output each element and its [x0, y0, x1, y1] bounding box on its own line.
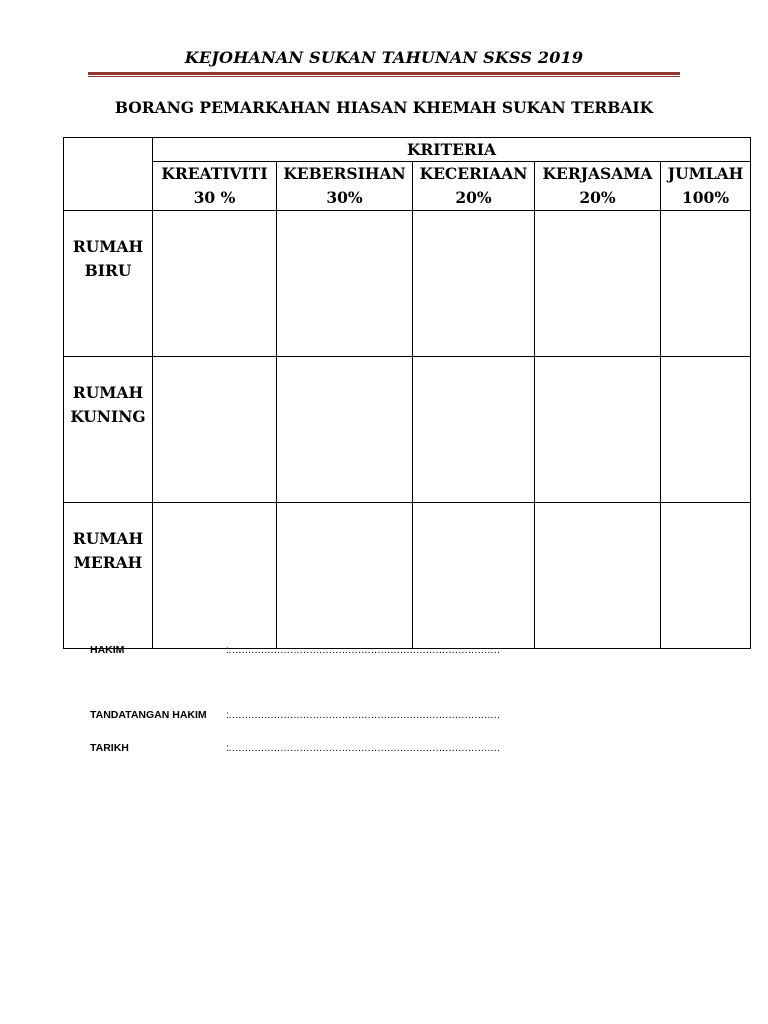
criteria-name: KEBERSIHAN [283, 164, 406, 183]
total-cell[interactable] [661, 357, 751, 503]
criteria-weight: 100% [681, 188, 730, 207]
row-label-line2: BIRU [84, 261, 132, 280]
score-cell[interactable] [153, 211, 277, 357]
criteria-name: KERJASAMA [542, 164, 653, 183]
score-cell[interactable] [277, 211, 413, 357]
criteria-weight: 30 % [193, 188, 236, 207]
score-cell[interactable] [277, 503, 413, 649]
score-cell[interactable] [535, 211, 661, 357]
score-cell[interactable] [413, 211, 535, 357]
row-label [64, 211, 153, 357]
criteria-name: JUMLAH [667, 164, 744, 183]
criteria-row [64, 162, 751, 211]
score-cell[interactable] [535, 357, 661, 503]
criteria-name: KECERIAAN [419, 164, 528, 183]
judge-label: HAKIM [90, 644, 125, 656]
score-cell[interactable] [153, 503, 277, 649]
criteria-weight: 20% [579, 188, 616, 207]
row-label [64, 357, 153, 503]
score-cell[interactable] [413, 357, 535, 503]
score-cell[interactable] [413, 503, 535, 649]
event-title: KEJOHANAN SUKAN TAHUNAN SKSS 2019 [184, 48, 584, 67]
corner-cell [64, 138, 153, 211]
row-label-line1: RUMAH [72, 529, 144, 548]
row-label-line1: RUMAH [72, 383, 144, 402]
table-row-rumah-kuning [64, 357, 751, 503]
row-label-line2: MERAH [73, 553, 143, 572]
score-cell[interactable] [153, 357, 277, 503]
criteria-weight: 20% [455, 188, 492, 207]
form-title: BORANG PEMARKAHAN HIASAN KHEMAH SUKAN TERBAIK [114, 98, 654, 117]
table-header-row [64, 138, 751, 162]
row-label [64, 503, 153, 649]
table-row-rumah-biru [64, 211, 751, 357]
criteria-name: KREATIVITI [161, 164, 268, 183]
table-row-rumah-merah [64, 503, 751, 649]
signature-label: TANDATANGAN HAKIM [90, 709, 207, 721]
row-label-line1: RUMAH [72, 237, 144, 256]
criteria-kerjasama [535, 162, 661, 211]
title-rule-thin [88, 76, 680, 77]
criteria-jumlah [661, 162, 751, 211]
scoring-table [63, 137, 751, 649]
score-cell[interactable] [277, 357, 413, 503]
criteria-keceriaan [413, 162, 535, 211]
criteria-kreativiti [153, 162, 277, 211]
total-cell[interactable] [661, 211, 751, 357]
judge-name-line[interactable]: :………………………………………………………………………… [226, 644, 500, 656]
criteria-kebersihan [277, 162, 413, 211]
criteria-weight: 30% [326, 188, 363, 207]
signature-line[interactable]: :………………………………………………………………………… [226, 709, 500, 721]
row-label-line2: KUNING [70, 407, 146, 426]
date-line[interactable]: :………………………………………………………………………… [226, 742, 500, 754]
date-label: TARIKH [90, 742, 129, 754]
total-cell[interactable] [661, 503, 751, 649]
title-rule-thick [88, 72, 680, 75]
criteria-group-header: KRITERIA [153, 138, 751, 162]
score-cell[interactable] [535, 503, 661, 649]
